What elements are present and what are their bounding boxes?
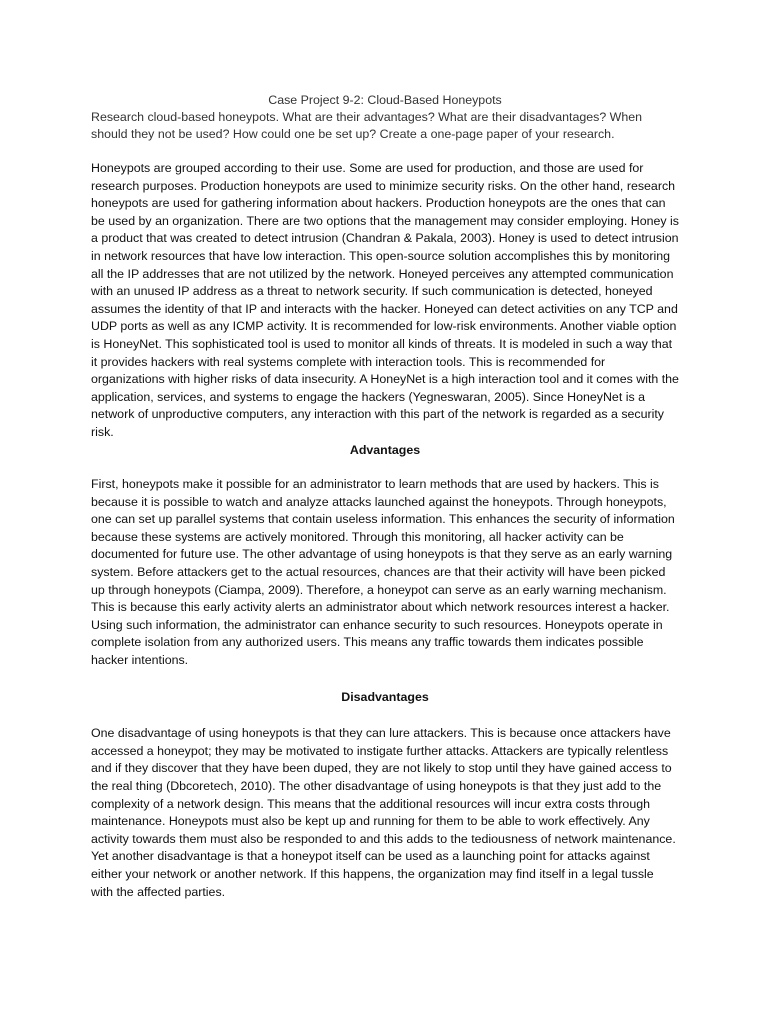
spacer (91, 143, 679, 160)
disadvantages-heading: Disadvantages (341, 689, 429, 704)
spacer (91, 670, 679, 689)
document-title: Case Project 9-2: Cloud-Based Honeypots (268, 93, 502, 107)
document-page (91, 92, 679, 901)
assignment-prompt: Research cloud-based honeypots. What are their advantages? What are their disadvantages? When should they not be used? How could one be set up? Create a one-page paper of your research. (91, 110, 643, 141)
intro-paragraph: Honeypots are grouped according to their use. Some are used for production, and those are used for research purposes. Production honeypots are used to minimize security risks. On the other hand, research honeypots are used for gathering information about hackers. Production honeypots are the ones that can be used by an organization. There are two options that the management may consider employing. Honey is a product that was created to detect intrusion (Chandran & Pakala, 2003). Honey is used to detect intrusion in network resources that have low interaction. This open-source solution accomplishes this by monitoring all the IP addresses that are not utilized by the network. Honeyed perceives any attempted communication with an unused IP address as a threat to network security. If such communication is detected, honeyed assumes the identity of that IP and interacts with the hacker. Honeyed can detect activities on any TCP and UDP ports as well as any ICMP activity. It is recommended for low-risk environments. Another viable option is HoneyNet. This sophisticated tool is used to monitor all kinds of threats. It is modeled in such a way that it provides hackers with real systems complete with interaction tools. This is recommended for organizations with higher risks of data insecurity. A HoneyNet is a high interaction tool and it comes with the application, services, and systems to engage the hackers (Yegneswaran, 2005). Since HoneyNet is a network of unproductive computers, any interaction with this part of the network is regarded as a security risk. (91, 161, 679, 439)
advantages-paragraph: First, honeypots make it possible for an administrator to learn methods that are used by hackers. This is because it is possible to watch and analyze attacks launched against the honeypots. Through honeypots, one can set up parallel systems that contain useless information. This enhances the security of information because these systems are actively monitored. Through this monitoring, all hacker activity can be documented for future use. The other advantage of using honeypots is that they serve as an early warning system. Before attackers get to the actual resources, chances are that their activity will have been picked up through honeypots (Ciampa, 2009). Therefore, a honeypot can serve as an early warning mechanism. This is because this early activity alerts an administrator about which network resources interest a hacker. Using such information, the administrator can enhance security to such resources. Honeypots operate in complete isolation from any authorized users. This means any traffic towards them indicates possible hacker intentions. (91, 477, 675, 668)
advantages-heading: Advantages (349, 442, 421, 457)
disadvantages-paragraph: One disadvantage of using honeypots is that they can lure attackers. This is because once attackers have accessed a honeypot; they may be motivated to instigate further attacks. Attackers are typically relentless and if they discover that they have been duped, they are not likely to stop until they have gained access to the real thing (Dbcoretech, 2010). The other disadvantage of using honeypots is that they just add to the complexity of a network design. This means that the additional resources will incur extra costs through maintenance. Honeypots must also be kept up and running for them to be able to work effectively. Any activity towards them must also be responded to and this adds to the tediousness of network maintenance. Yet another disadvantage is that a honeypot itself can be used as a launching point for attacks against either your network or another network. If this happens, the organization may find itself in a legal tussle with the affected parties. (91, 726, 676, 899)
spacer (91, 706, 679, 725)
spacer (91, 459, 679, 476)
